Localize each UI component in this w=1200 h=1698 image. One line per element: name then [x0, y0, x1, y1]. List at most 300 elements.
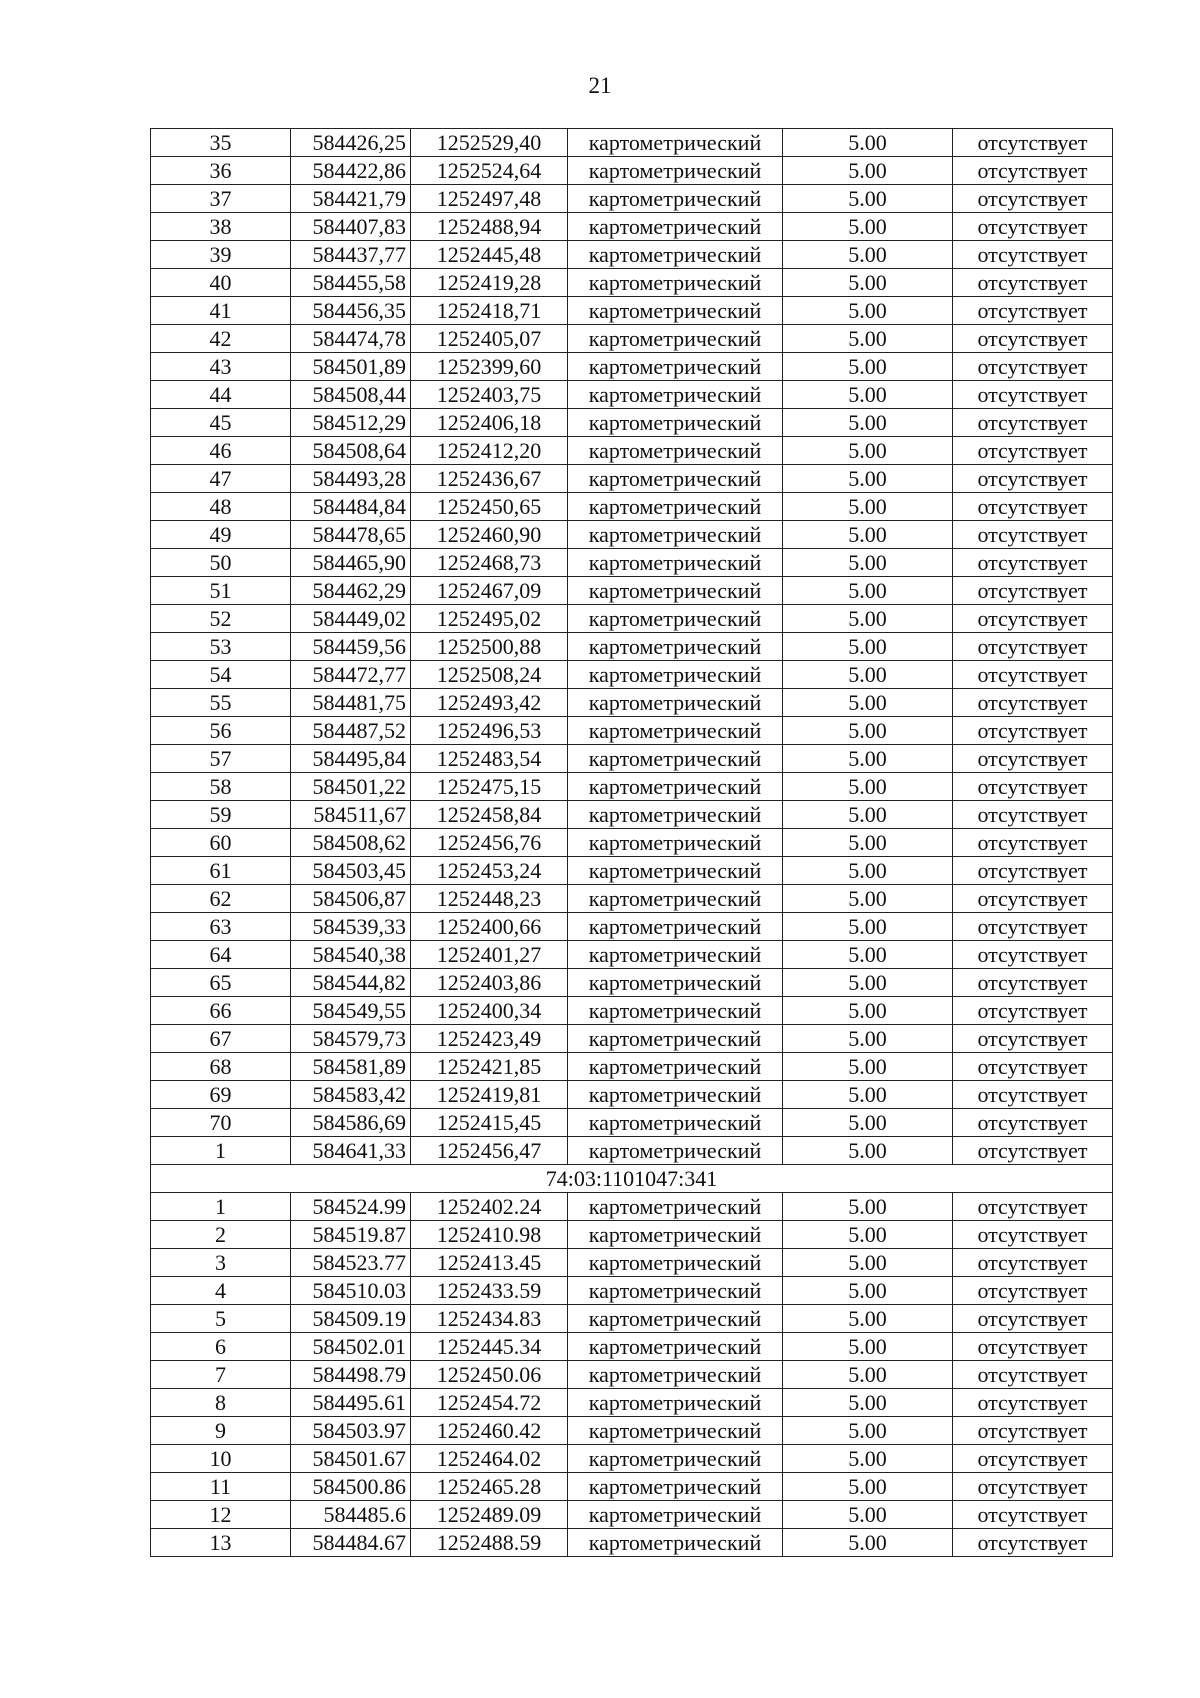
y-coordinate-cell: 1252448,23	[411, 885, 568, 913]
table-row	[151, 1277, 1113, 1305]
table-row	[151, 269, 1113, 297]
accuracy-cell: 5.00	[783, 1053, 953, 1081]
method-cell: картометрический	[568, 801, 783, 829]
method-cell: картометрический	[568, 465, 783, 493]
table-row	[151, 997, 1113, 1025]
point-number-cell: 39	[151, 241, 291, 269]
table-row	[151, 521, 1113, 549]
x-coordinate-cell: 584478,65	[291, 521, 411, 549]
y-coordinate-cell: 1252456,47	[411, 1137, 568, 1165]
x-coordinate-cell: 584539,33	[291, 913, 411, 941]
table-row	[151, 409, 1113, 437]
y-coordinate-cell: 1252524,64	[411, 157, 568, 185]
table-row	[151, 1333, 1113, 1361]
description-cell: отсутствует	[953, 1529, 1113, 1557]
y-coordinate-cell: 1252400,34	[411, 997, 568, 1025]
x-coordinate-cell: 584500.86	[291, 1473, 411, 1501]
point-number-cell: 46	[151, 437, 291, 465]
coordinates-table-body	[151, 129, 1113, 1557]
accuracy-cell: 5.00	[783, 297, 953, 325]
accuracy-cell: 5.00	[783, 633, 953, 661]
description-cell: отсутствует	[953, 801, 1113, 829]
description-cell: отсутствует	[953, 1445, 1113, 1473]
y-coordinate-cell: 1252412,20	[411, 437, 568, 465]
table-row	[151, 773, 1113, 801]
y-coordinate-cell: 1252500,88	[411, 633, 568, 661]
method-cell: картометрический	[568, 521, 783, 549]
accuracy-cell: 5.00	[783, 1249, 953, 1277]
accuracy-cell: 5.00	[783, 353, 953, 381]
method-cell: картометрический	[568, 969, 783, 997]
point-number-cell: 6	[151, 1333, 291, 1361]
description-cell: отсутствует	[953, 1277, 1113, 1305]
accuracy-cell: 5.00	[783, 1445, 953, 1473]
method-cell: картометрический	[568, 913, 783, 941]
table-row	[151, 129, 1113, 157]
table-row	[151, 745, 1113, 773]
x-coordinate-cell: 584508,62	[291, 829, 411, 857]
y-coordinate-cell: 1252403,86	[411, 969, 568, 997]
method-cell: картометрический	[568, 185, 783, 213]
x-coordinate-cell: 584422,86	[291, 157, 411, 185]
x-coordinate-cell: 584510.03	[291, 1277, 411, 1305]
method-cell: картометрический	[568, 829, 783, 857]
page-number: 21	[588, 73, 612, 98]
accuracy-cell: 5.00	[783, 689, 953, 717]
table-row	[151, 185, 1113, 213]
y-coordinate-cell: 1252453,24	[411, 857, 568, 885]
point-number-cell: 49	[151, 521, 291, 549]
y-coordinate-cell: 1252458,84	[411, 801, 568, 829]
point-number-cell: 10	[151, 1445, 291, 1473]
table-row	[151, 325, 1113, 353]
method-cell: картометрический	[568, 353, 783, 381]
description-cell: отсутствует	[953, 605, 1113, 633]
x-coordinate-cell: 584426,25	[291, 129, 411, 157]
table-row	[151, 1193, 1113, 1221]
description-cell: отсутствует	[953, 717, 1113, 745]
method-cell: картометрический	[568, 129, 783, 157]
accuracy-cell: 5.00	[783, 325, 953, 353]
accuracy-cell: 5.00	[783, 493, 953, 521]
point-number-cell: 70	[151, 1109, 291, 1137]
x-coordinate-cell: 584465,90	[291, 549, 411, 577]
accuracy-cell: 5.00	[783, 1277, 953, 1305]
x-coordinate-cell: 584501,89	[291, 353, 411, 381]
description-cell: отсутствует	[953, 857, 1113, 885]
point-number-cell: 37	[151, 185, 291, 213]
accuracy-cell: 5.00	[783, 1417, 953, 1445]
method-cell: картометрический	[568, 745, 783, 773]
table-row	[151, 437, 1113, 465]
table-row	[151, 801, 1113, 829]
method-cell: картометрический	[568, 381, 783, 409]
cadastral-number-cell: 74:03:1101047:341	[151, 1165, 1113, 1193]
y-coordinate-cell: 1252445.34	[411, 1333, 568, 1361]
point-number-cell: 44	[151, 381, 291, 409]
x-coordinate-cell: 584493,28	[291, 465, 411, 493]
method-cell: картометрический	[568, 1053, 783, 1081]
point-number-cell: 2	[151, 1221, 291, 1249]
table-row	[151, 297, 1113, 325]
method-cell: картометрический	[568, 941, 783, 969]
point-number-cell: 42	[151, 325, 291, 353]
method-cell: картометрический	[568, 661, 783, 689]
description-cell: отсутствует	[953, 997, 1113, 1025]
point-number-cell: 64	[151, 941, 291, 969]
x-coordinate-cell: 584503,45	[291, 857, 411, 885]
description-cell: отсутствует	[953, 1081, 1113, 1109]
x-coordinate-cell: 584586,69	[291, 1109, 411, 1137]
x-coordinate-cell: 584498.79	[291, 1361, 411, 1389]
x-coordinate-cell: 584511,67	[291, 801, 411, 829]
table-row	[151, 633, 1113, 661]
point-number-cell: 60	[151, 829, 291, 857]
description-cell: отсутствует	[953, 1249, 1113, 1277]
table-row	[151, 465, 1113, 493]
accuracy-cell: 5.00	[783, 969, 953, 997]
y-coordinate-cell: 1252445,48	[411, 241, 568, 269]
method-cell: картометрический	[568, 1137, 783, 1165]
point-number-cell: 54	[151, 661, 291, 689]
y-coordinate-cell: 1252496,53	[411, 717, 568, 745]
point-number-cell: 51	[151, 577, 291, 605]
table-row	[151, 1025, 1113, 1053]
accuracy-cell: 5.00	[783, 1529, 953, 1557]
point-number-cell: 63	[151, 913, 291, 941]
y-coordinate-cell: 1252508,24	[411, 661, 568, 689]
x-coordinate-cell: 584581,89	[291, 1053, 411, 1081]
point-number-cell: 69	[151, 1081, 291, 1109]
y-coordinate-cell: 1252421,85	[411, 1053, 568, 1081]
description-cell: отсутствует	[953, 1137, 1113, 1165]
point-number-cell: 45	[151, 409, 291, 437]
x-coordinate-cell: 584519.87	[291, 1221, 411, 1249]
accuracy-cell: 5.00	[783, 997, 953, 1025]
point-number-cell: 48	[151, 493, 291, 521]
description-cell: отсутствует	[953, 353, 1113, 381]
point-number-cell: 1	[151, 1137, 291, 1165]
method-cell: картометрический	[568, 1445, 783, 1473]
point-number-cell: 41	[151, 297, 291, 325]
description-cell: отсутствует	[953, 1473, 1113, 1501]
description-cell: отсутствует	[953, 185, 1113, 213]
x-coordinate-cell: 584509.19	[291, 1305, 411, 1333]
method-cell: картометрический	[568, 605, 783, 633]
method-cell: картометрический	[568, 157, 783, 185]
table-row	[151, 1109, 1113, 1137]
accuracy-cell: 5.00	[783, 1501, 953, 1529]
y-coordinate-cell: 1252415,45	[411, 1109, 568, 1137]
y-coordinate-cell: 1252467,09	[411, 577, 568, 605]
point-number-cell: 3	[151, 1249, 291, 1277]
y-coordinate-cell: 1252468,73	[411, 549, 568, 577]
table-row	[151, 661, 1113, 689]
point-number-cell: 53	[151, 633, 291, 661]
accuracy-cell: 5.00	[783, 577, 953, 605]
method-cell: картометрический	[568, 409, 783, 437]
description-cell: отсутствует	[953, 913, 1113, 941]
method-cell: картометрический	[568, 1501, 783, 1529]
description-cell: отсутствует	[953, 213, 1113, 241]
point-number-cell: 12	[151, 1501, 291, 1529]
table-row	[151, 157, 1113, 185]
table-row	[151, 717, 1113, 745]
accuracy-cell: 5.00	[783, 773, 953, 801]
method-cell: картометрический	[568, 1389, 783, 1417]
method-cell: картометрический	[568, 241, 783, 269]
point-number-cell: 68	[151, 1053, 291, 1081]
x-coordinate-cell: 584501.67	[291, 1445, 411, 1473]
y-coordinate-cell: 1252401,27	[411, 941, 568, 969]
point-number-cell: 36	[151, 157, 291, 185]
method-cell: картометрический	[568, 437, 783, 465]
method-cell: картометрический	[568, 857, 783, 885]
accuracy-cell: 5.00	[783, 129, 953, 157]
y-coordinate-cell: 1252410.98	[411, 1221, 568, 1249]
x-coordinate-cell: 584506,87	[291, 885, 411, 913]
point-number-cell: 66	[151, 997, 291, 1025]
table-row	[151, 1137, 1113, 1165]
y-coordinate-cell: 1252419,28	[411, 269, 568, 297]
method-cell: картометрический	[568, 213, 783, 241]
point-number-cell: 1	[151, 1193, 291, 1221]
table-row	[151, 1053, 1113, 1081]
point-number-cell: 55	[151, 689, 291, 717]
description-cell: отсутствует	[953, 297, 1113, 325]
coordinates-table	[150, 128, 1113, 1557]
description-cell: отсутствует	[953, 381, 1113, 409]
accuracy-cell: 5.00	[783, 801, 953, 829]
accuracy-cell: 5.00	[783, 1305, 953, 1333]
table-row	[151, 493, 1113, 521]
x-coordinate-cell: 584484.67	[291, 1529, 411, 1557]
accuracy-cell: 5.00	[783, 661, 953, 689]
method-cell: картометрический	[568, 1109, 783, 1137]
y-coordinate-cell: 1252402.24	[411, 1193, 568, 1221]
accuracy-cell: 5.00	[783, 241, 953, 269]
accuracy-cell: 5.00	[783, 1221, 953, 1249]
method-cell: картометрический	[568, 1333, 783, 1361]
accuracy-cell: 5.00	[783, 437, 953, 465]
x-coordinate-cell: 584459,56	[291, 633, 411, 661]
accuracy-cell: 5.00	[783, 605, 953, 633]
y-coordinate-cell: 1252436,67	[411, 465, 568, 493]
description-cell: отсутствует	[953, 661, 1113, 689]
point-number-cell: 62	[151, 885, 291, 913]
point-number-cell: 11	[151, 1473, 291, 1501]
method-cell: картометрический	[568, 549, 783, 577]
table-row	[151, 549, 1113, 577]
description-cell: отсутствует	[953, 745, 1113, 773]
accuracy-cell: 5.00	[783, 745, 953, 773]
description-cell: отсутствует	[953, 1361, 1113, 1389]
point-number-cell: 50	[151, 549, 291, 577]
description-cell: отсутствует	[953, 493, 1113, 521]
y-coordinate-cell: 1252405,07	[411, 325, 568, 353]
y-coordinate-cell: 1252460.42	[411, 1417, 568, 1445]
accuracy-cell: 5.00	[783, 465, 953, 493]
description-cell: отсутствует	[953, 1417, 1113, 1445]
point-number-cell: 52	[151, 605, 291, 633]
description-cell: отсутствует	[953, 129, 1113, 157]
point-number-cell: 40	[151, 269, 291, 297]
method-cell: картометрический	[568, 325, 783, 353]
x-coordinate-cell: 584583,42	[291, 1081, 411, 1109]
table-row	[151, 213, 1113, 241]
y-coordinate-cell: 1252488,94	[411, 213, 568, 241]
y-coordinate-cell: 1252464.02	[411, 1445, 568, 1473]
method-cell: картометрический	[568, 1529, 783, 1557]
table-row	[151, 1361, 1113, 1389]
description-cell: отсутствует	[953, 269, 1113, 297]
description-cell: отсутствует	[953, 437, 1113, 465]
y-coordinate-cell: 1252454.72	[411, 1389, 568, 1417]
y-coordinate-cell: 1252450,65	[411, 493, 568, 521]
accuracy-cell: 5.00	[783, 1193, 953, 1221]
description-cell: отсутствует	[953, 1389, 1113, 1417]
y-coordinate-cell: 1252483,54	[411, 745, 568, 773]
accuracy-cell: 5.00	[783, 857, 953, 885]
method-cell: картометрический	[568, 297, 783, 325]
x-coordinate-cell: 584485.6	[291, 1501, 411, 1529]
table-row	[151, 1221, 1113, 1249]
accuracy-cell: 5.00	[783, 185, 953, 213]
y-coordinate-cell: 1252529,40	[411, 129, 568, 157]
method-cell: картометрический	[568, 717, 783, 745]
y-coordinate-cell: 1252433.59	[411, 1277, 568, 1305]
table-row	[151, 605, 1113, 633]
description-cell: отсутствует	[953, 885, 1113, 913]
point-number-cell: 58	[151, 773, 291, 801]
description-cell: отсутствует	[953, 829, 1113, 857]
point-number-cell: 5	[151, 1305, 291, 1333]
point-number-cell: 7	[151, 1361, 291, 1389]
method-cell: картометрический	[568, 577, 783, 605]
description-cell: отсутствует	[953, 157, 1113, 185]
point-number-cell: 47	[151, 465, 291, 493]
method-cell: картометрический	[568, 997, 783, 1025]
table-row	[151, 1501, 1113, 1529]
table-row	[151, 241, 1113, 269]
method-cell: картометрический	[568, 1193, 783, 1221]
table-row	[151, 941, 1113, 969]
table-row	[151, 353, 1113, 381]
description-cell: отсутствует	[953, 969, 1113, 997]
description-cell: отсутствует	[953, 241, 1113, 269]
description-cell: отсутствует	[953, 1109, 1113, 1137]
table-row	[151, 1249, 1113, 1277]
description-cell: отсутствует	[953, 1025, 1113, 1053]
accuracy-cell: 5.00	[783, 409, 953, 437]
x-coordinate-cell: 584544,82	[291, 969, 411, 997]
x-coordinate-cell: 584421,79	[291, 185, 411, 213]
point-number-cell: 8	[151, 1389, 291, 1417]
y-coordinate-cell: 1252493,42	[411, 689, 568, 717]
accuracy-cell: 5.00	[783, 913, 953, 941]
description-cell: отсутствует	[953, 773, 1113, 801]
point-number-cell: 9	[151, 1417, 291, 1445]
point-number-cell: 13	[151, 1529, 291, 1557]
table-row	[151, 1445, 1113, 1473]
description-cell: отсутствует	[953, 465, 1113, 493]
description-cell: отсутствует	[953, 409, 1113, 437]
table-row	[151, 381, 1113, 409]
description-cell: отсутствует	[953, 1501, 1113, 1529]
x-coordinate-cell: 584484,84	[291, 493, 411, 521]
table-row	[151, 829, 1113, 857]
method-cell: картометрический	[568, 269, 783, 297]
method-cell: картометрический	[568, 689, 783, 717]
method-cell: картометрический	[568, 773, 783, 801]
y-coordinate-cell: 1252450.06	[411, 1361, 568, 1389]
method-cell: картометрический	[568, 493, 783, 521]
point-number-cell: 56	[151, 717, 291, 745]
y-coordinate-cell: 1252489.09	[411, 1501, 568, 1529]
method-cell: картометрический	[568, 633, 783, 661]
accuracy-cell: 5.00	[783, 157, 953, 185]
method-cell: картометрический	[568, 1081, 783, 1109]
method-cell: картометрический	[568, 1025, 783, 1053]
x-coordinate-cell: 584641,33	[291, 1137, 411, 1165]
accuracy-cell: 5.00	[783, 1109, 953, 1137]
x-coordinate-cell: 584549,55	[291, 997, 411, 1025]
table-row	[151, 689, 1113, 717]
y-coordinate-cell: 1252497,48	[411, 185, 568, 213]
method-cell: картометрический	[568, 1249, 783, 1277]
y-coordinate-cell: 1252460,90	[411, 521, 568, 549]
x-coordinate-cell: 584481,75	[291, 689, 411, 717]
y-coordinate-cell: 1252423,49	[411, 1025, 568, 1053]
x-coordinate-cell: 584437,77	[291, 241, 411, 269]
y-coordinate-cell: 1252456,76	[411, 829, 568, 857]
x-coordinate-cell: 584523.77	[291, 1249, 411, 1277]
method-cell: картометрический	[568, 1473, 783, 1501]
point-number-cell: 65	[151, 969, 291, 997]
table-row	[151, 577, 1113, 605]
description-cell: отсутствует	[953, 633, 1113, 661]
description-cell: отсутствует	[953, 1333, 1113, 1361]
accuracy-cell: 5.00	[783, 549, 953, 577]
point-number-cell: 67	[151, 1025, 291, 1053]
point-number-cell: 35	[151, 129, 291, 157]
x-coordinate-cell: 584579,73	[291, 1025, 411, 1053]
y-coordinate-cell: 1252406,18	[411, 409, 568, 437]
description-cell: отсутствует	[953, 577, 1113, 605]
table-row	[151, 857, 1113, 885]
x-coordinate-cell: 584501,22	[291, 773, 411, 801]
table-row	[151, 1529, 1113, 1557]
accuracy-cell: 5.00	[783, 941, 953, 969]
y-coordinate-cell: 1252488.59	[411, 1529, 568, 1557]
accuracy-cell: 5.00	[783, 1137, 953, 1165]
description-cell: отсутствует	[953, 1305, 1113, 1333]
x-coordinate-cell: 584508,44	[291, 381, 411, 409]
y-coordinate-cell: 1252399,60	[411, 353, 568, 381]
method-cell: картометрический	[568, 1361, 783, 1389]
description-cell: отсутствует	[953, 1053, 1113, 1081]
x-coordinate-cell: 584540,38	[291, 941, 411, 969]
description-cell: отсутствует	[953, 689, 1113, 717]
description-cell: отсутствует	[953, 1193, 1113, 1221]
y-coordinate-cell: 1252418,71	[411, 297, 568, 325]
point-number-cell: 59	[151, 801, 291, 829]
table-row	[151, 1081, 1113, 1109]
x-coordinate-cell: 584508,64	[291, 437, 411, 465]
x-coordinate-cell: 584495,84	[291, 745, 411, 773]
accuracy-cell: 5.00	[783, 1361, 953, 1389]
accuracy-cell: 5.00	[783, 1389, 953, 1417]
